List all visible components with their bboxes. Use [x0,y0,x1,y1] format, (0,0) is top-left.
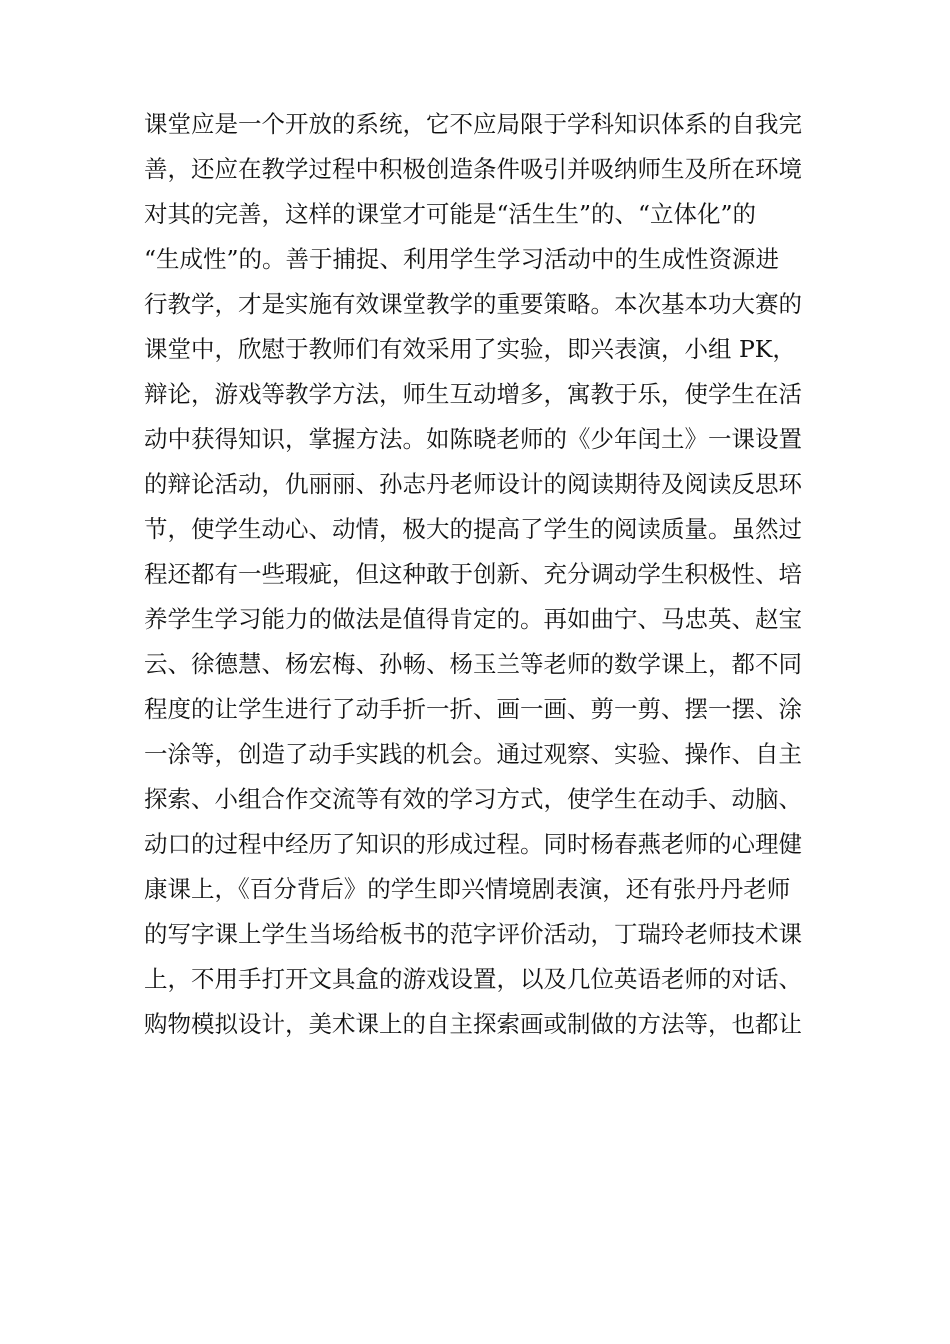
text-line: 善，还应在教学过程中积极创造条件吸引并吸纳师生及所在环境 [144,155,802,183]
text-line: 辩论，游戏等教学方法，师生互动增多，寓教于乐，使学生在活 [144,380,802,408]
text-line: 行教学，才是实施有效课堂教学的重要策略。本次基本功大赛的 [144,290,802,318]
body-paragraph [144,102,824,1047]
text-line: 一涂等，创造了动手实践的机会。通过观察、实验、操作、自主 [144,740,802,768]
text-line: 康课上，《百分背后》的学生即兴情境剧表演，还有张丹丹老师 [144,875,791,903]
text-line: 课堂应是一个开放的系统，它不应局限于学科知识体系的自我完 [144,110,802,138]
text-line: 程还都有一些瑕疵，但这种敢于创新、充分调动学生积极性、培 [144,560,802,588]
text-line: 养学生学习能力的做法是值得肯定的。再如曲宁、马忠英、赵宝 [144,605,802,633]
text-line: 的辩论活动，仇丽丽、孙志丹老师设计的阅读期待及阅读反思环 [144,470,802,498]
text-line: 的写字课上学生当场给板书的范字评价活动，丁瑞玲老师技术课 [144,920,802,948]
text-line: 程度的让学生进行了动手折一折、画一画、剪一剪、摆一摆、涂 [144,695,802,723]
text-line: 上，不用手打开文具盒的游戏设置，以及几位英语老师的对话、 [144,965,802,993]
text-line: 课堂中，欣慰于教师们有效采用了实验，即兴表演，小组 PK， [144,335,796,363]
text-line: 探索、小组合作交流等有效的学习方式，使学生在动手、动脑、 [144,785,802,813]
text-line: 对其的完善，这样的课堂才可能是“活生生”的、“立体化”的 [144,200,757,228]
text-line: 节，使学生动心、动情，极大的提高了学生的阅读质量。虽然过 [144,515,802,543]
text-line: 购物模拟设计，美术课上的自主探索画或制做的方法等，也都让 [144,1010,802,1038]
text-line: 动中获得知识，掌握方法。如陈晓老师的《少年闰土》一课设置 [144,425,802,453]
text-line: 动口的过程中经历了知识的形成过程。同时杨春燕老师的心理健 [144,830,802,858]
text-line: 云、徐德慧、杨宏梅、孙畅、杨玉兰等老师的数学课上，都不同 [144,650,802,678]
text-line: “生成性”的。善于捕捉、利用学生学习活动中的生成性资源进 [144,245,780,273]
